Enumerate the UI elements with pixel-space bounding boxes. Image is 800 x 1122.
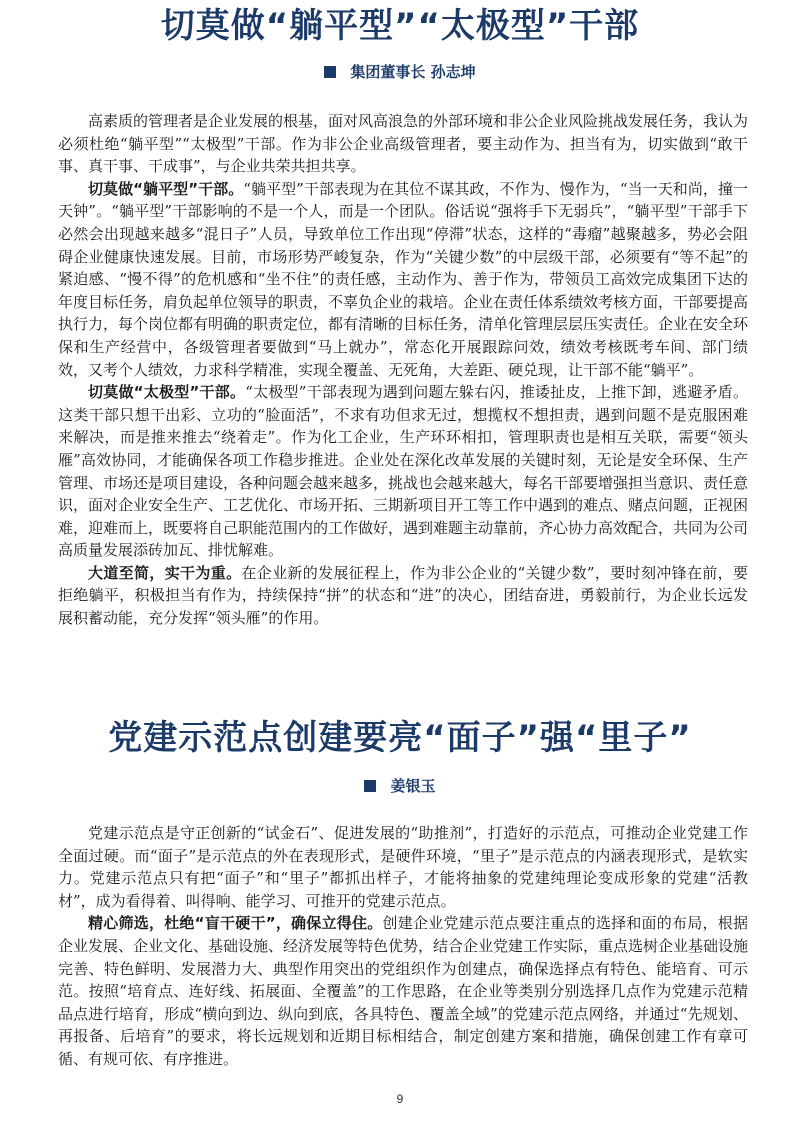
paragraph-lead: 大道至简，实干为重。 — [88, 563, 242, 582]
paragraph-text: “太极型”干部表现为遇到问题左躲右闪，推诿扯皮，上推下卸，逃避矛盾。这类干部只想干出彩、立功的“脸面活”，不求有功但求无过，想揽权不想担责，遇到问题不是克服困难来解决，而是推来推去“绕着走”。作为化工企业，生产环环相扣，管理职责也是相互关联，需要“领头雁”高效协同，才能确保各项工作稳步推进。企业处在深化改革发展的关键时刻，无论是安全环保、生产管理、市场还是项目建设，各种问题会越来越多，挑战也会越来越大，每名干部要增强担当意识、责任意识，面对企业安全生产、工艺优化、市场开拓、三期新项目开工等工作中遇到的难点、赌点问题，正视困难，迎难而上，既要将自己职能范围内的工作做好，遇到难题主动靠前，齐心协力高效配合，共同为公司高质量发展添砖加瓦、排忧解难。 — [58, 383, 749, 560]
paragraph-text: “躺平型”干部表现为在其位不谋其政，不作为、慢作为，“当一天和尚，撞一天钟”。“躺平型”干部影响的不是一个人，而是一个团队。俗话说“强将手下无弱兵”，“躺平型”干部手下必然会出现越来越多“混日子”人员，导致单位工作出现“停滞”状态，这样的“毒瘤”越聚越多，势必会阻碍企业健康快速发展。目前，市场形势严峻复杂，作为“关键少数”的中层级干部，必须要有“等不起”的紧迫感、“慢不得”的危机感和“坐不住”的责任感，主动作为、善于作为，带领员工高效完成集团下达的年度目标任务，肩负起单位领导的职责，不辜负企业的栽培。企业在责任体系绩效考核方面，干部要提高执行力，每个岗位都有明确的职责定位，都有清晰的目标任务，清单化管理层层压实责任。企业在安全环保和生产经营中，各级管理者要做到“马上就办”，常态化开展跟踪问效，绩效考核既考车间、部门绩效，又考个人绩效，力求科学精准，实现全覆盖、无死角，大差距、硬兑现，让干部不能“躺平”。 — [58, 179, 749, 379]
paragraph-text: 党建示范点是守正创新的“试金石”、促进发展的“助推剂”，打造好的示范点，可推动企业党建工作全面过硬。而“面子”是示范点的外在表现形式，是硬件环境，“里子”是示范点的内涵表现形式，是软实力。党建示范点只有把“面子”和“里子”都抓出样子，才能将抽象的党建纯理论变成形象的党建“活教材”，成为看得着、叫得响、能学习、可推开的党建示范点。 — [58, 824, 748, 910]
article-2-paragraph-2 — [58, 912, 748, 1070]
square-bullet-icon — [364, 780, 376, 792]
paragraph-lead: 切莫做“太极型”干部。 — [88, 383, 246, 402]
article-1-paragraph-2 — [58, 178, 748, 381]
paragraph-lead: 精心筛选，杜绝“盲干硬干”，确保立得住。 — [88, 914, 383, 933]
article-2-title: 党建示范点创建要亮“面子”强“里子” — [108, 718, 692, 758]
article-2-author: 姜银玉 — [390, 777, 436, 795]
square-bullet-icon — [324, 66, 336, 78]
paragraph-text: 创建企业党建示范点要注重点的选择和面的布局，根据企业发展、企业文化、基础设施、经济发展等特色优势，结合企业党建工作实际，重点选树企业基础设施完善、特色鲜明、发展潜力大、典型作用突出的党组织作为创建点，确保选择点有特色、能培育、可示范。按照“培育点、连好线、拓展面、全覆盖”的工作思路，在企业等类别分别选择几点作为党建示范精品点进行培育，形成“横向到边、纵向到底，各具特色、覆盖全域”的党建示范点网络，并通过“先规划、再报备、后培育”的要求，将长远规划和近期目标相结合，制定创建方案和措施，确保创建工作有章可循、有规可依、有序推进。 — [58, 914, 749, 1068]
article-1-title: 切莫做“躺平型”“太极型”干部 — [160, 6, 640, 46]
article-1-paragraph-3 — [58, 381, 748, 562]
article-1-byline — [0, 62, 800, 82]
paragraph-lead: 切莫做“躺平型”干部。 — [88, 179, 244, 198]
article-2-paragraph-1 — [58, 822, 748, 912]
paragraph-text: 在企业新的发展征程上，作为非公企业的“关键少数”，要时刻冲锋在前，要拒绝躺平，积极担当有作为，持续保持“拼”的状态和“进”的决心，团结奋进，勇毅前行，为企业长远发展积蓄动能，充分发挥“领头雁”的作用。 — [58, 563, 748, 628]
paragraph-text: 高素质的管理者是企业发展的根基，面对风高浪急的外部环境和非公企业风险挑战发展任务，我认为必须杜绝“躺平型”“太极型”干部。作为非公企业高级管理者，要主动作为、担当有为，切实做到“敢干事、真干事、干成事”，与企业共荣共担共享。 — [58, 112, 749, 176]
article-1-paragraph-1 — [58, 110, 748, 178]
page-number: 9 — [396, 1092, 404, 1106]
article-1-body — [58, 110, 748, 630]
article-2-body — [58, 822, 748, 1071]
article-1-author: 集团董事长 孙志坤 — [350, 63, 476, 81]
article-2-byline — [0, 776, 800, 796]
article-1-paragraph-4 — [58, 562, 748, 630]
